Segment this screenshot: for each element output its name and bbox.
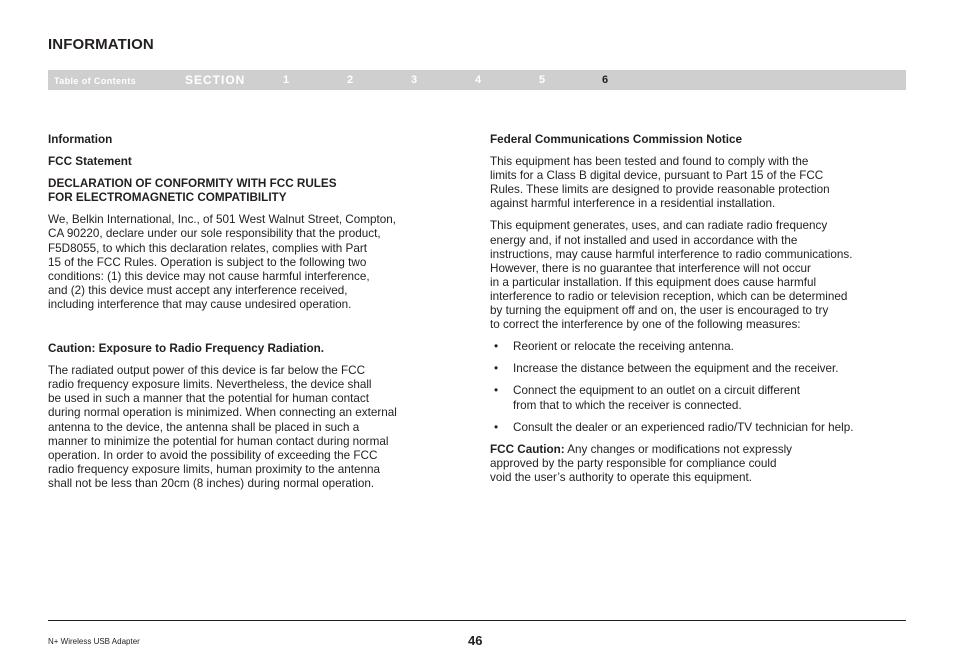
list-item-text: Increase the distance between the equipment and the receiver. (513, 362, 839, 376)
footer-divider (48, 620, 906, 621)
bullet-icon: • (494, 362, 499, 376)
right-column (490, 133, 902, 485)
nav-table-of-contents-link[interactable]: Table of Contents (54, 76, 137, 86)
heading-declaration: DECLARATION OF CONFORMITY WITH FCC RULES FOR ELECTROMAGNETIC COMPATIBILITY (48, 177, 337, 205)
fcc-notice-paragraph-1: This equipment has been tested and found to comply with the limits for a Class B digital device, pursuant to Part 15 of the FCC Rules. These limits are designed to provide reasonable protection against harmful interference in a residential installation. (490, 155, 830, 211)
heading-fcc-notice: Federal Communications Commission Notice (490, 133, 742, 146)
nav-section-1[interactable]: 1 (283, 74, 290, 86)
heading-fcc-statement: FCC Statement (48, 155, 132, 169)
declaration-paragraph: We, Belkin International, Inc., of 501 West Walnut Street, Compton, CA 90220, declare under our sole responsibility that the product, F5D8055, to which this declaration relates, complies with Part 15 of the FCC Rules. Operation is subject to the following two conditions: (1) this device may not cause harmful interference, and (2) this device must accept any interference received, including interference that may cause undesired operation. (48, 213, 396, 311)
nav-section-3[interactable]: 3 (411, 74, 418, 86)
fcc-caution-paragraph (490, 443, 902, 485)
fcc-caution-text: Any changes or modifications not expressly approved by the party responsible for compliance could void the user’s authority to operate this equipment. (490, 442, 793, 484)
list-item-text: Reorient or relocate the receiving antenna. (513, 340, 734, 354)
nav-section-5[interactable]: 5 (539, 74, 546, 86)
fcc-caution-label: FCC Caution: (490, 442, 565, 456)
list-item (490, 362, 902, 376)
bullet-icon: • (494, 420, 499, 434)
section-nav-bar (48, 70, 906, 90)
nav-section-label: SECTION (185, 73, 246, 87)
list-item-text: Connect the equipment to an outlet on a circuit different from that to which the receiver is connected. (513, 384, 800, 412)
list-item (490, 421, 902, 435)
page-title: INFORMATION (48, 36, 154, 53)
footer-product-name: N+ Wireless USB Adapter (48, 637, 140, 646)
measures-list (490, 340, 902, 434)
heading-information: Information (48, 133, 113, 146)
caution-rf-paragraph: The radiated output power of this device is far below the FCC radio frequency exposure limits. Nevertheless, the device shall be used in such a manner that the potential for human contact during normal operation is minimized. When connecting an external antenna to the device, the antenna shall be placed in such a manner to minimize the potential for human contact during normal operation. In order to avoid the possibility of exceeding the FCC radio frequency exposure limits, human proximity to the antenna shall not be less than 20cm (8 inches) during normal operation. (48, 364, 397, 490)
list-item-text: Consult the dealer or an experienced radio/TV technician for help. (513, 420, 854, 434)
bullet-icon: • (494, 340, 499, 354)
list-item (490, 340, 902, 354)
page-number: 46 (468, 633, 483, 648)
nav-section-4[interactable]: 4 (475, 74, 482, 86)
left-column (48, 133, 440, 491)
nav-section-2[interactable]: 2 (347, 74, 354, 86)
nav-section-6-active[interactable]: 6 (602, 74, 609, 86)
heading-caution-rf: Caution: Exposure to Radio Frequency Radiation. (48, 342, 324, 356)
bullet-icon: • (494, 384, 499, 398)
list-item (490, 384, 902, 412)
fcc-notice-paragraph-2: This equipment generates, uses, and can radiate radio frequency energy and, if not installed and used in accordance with the instructions, may cause harmful interference to radio communications. However, there is no guarantee that interference will not occur in a particular installation. If this equipment does cause harmful interference to radio or television reception, which can be determined by turning the equipment off and on, the user is encouraged to try to correct the interference by one of the following measures: (490, 219, 853, 332)
